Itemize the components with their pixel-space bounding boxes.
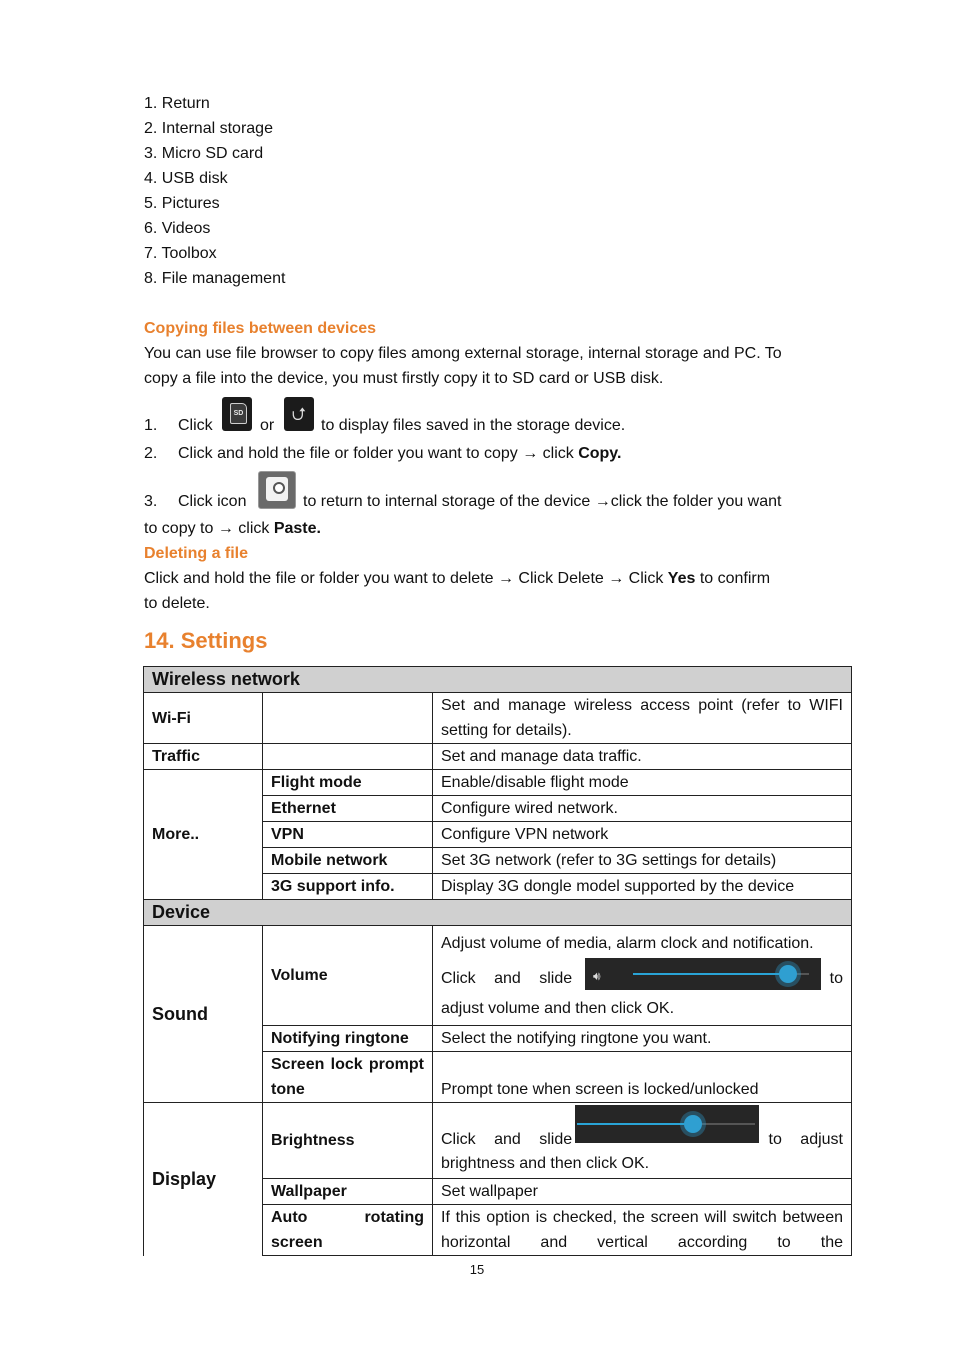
step1-text: to display files saved in the storage device. <box>321 417 626 434</box>
copy-heading: Copying files between devices <box>144 320 377 337</box>
list-item: 5. Pictures <box>144 195 220 212</box>
brightness-slider-row <box>441 1105 843 1151</box>
wifi-label: Wi-Fi <box>144 693 263 744</box>
wireless-network-header: Wireless network <box>144 667 852 693</box>
more-row-name: 3G support info. <box>263 874 433 900</box>
brightness-to-text: to adjust <box>768 1131 843 1148</box>
screenlock-description: Prompt tone when screen is locked/unlocked <box>433 1052 852 1103</box>
copy-intro-line2: copy a file into the device, you must firstly copy it to SD card or USB disk. <box>144 370 664 387</box>
list-item: 6. Videos <box>144 220 211 237</box>
list-item: 1. Return <box>144 95 210 112</box>
settings-title: 14. Settings <box>144 628 268 653</box>
page-number: 15 <box>469 1262 485 1277</box>
ringtone-label: Notifying ringtone <box>263 1026 433 1052</box>
more-row-description: Enable/disable flight mode <box>433 770 852 796</box>
wallpaper-description: Set wallpaper <box>433 1179 852 1205</box>
step3-text: to return to internal storage of the device →click the folder you want <box>303 493 782 510</box>
settings-table <box>143 666 852 1256</box>
brightness-click-text: Click and slide <box>441 1131 573 1148</box>
slider-track-filled <box>577 1123 693 1125</box>
more-row-name: Mobile network <box>263 848 433 874</box>
more-row-description: Configure wired network. <box>433 796 852 822</box>
volume-to-text: to <box>829 969 843 987</box>
step1-click: Click <box>178 417 213 434</box>
sound-label: Sound <box>144 926 263 1103</box>
screenlock-label: Screen lock prompt tone <box>263 1052 433 1103</box>
more-label: More.. <box>144 770 263 900</box>
list-item: 3. Micro SD card <box>144 145 264 162</box>
list-item: 8. File management <box>144 270 286 287</box>
step3-click: Click icon <box>178 493 247 510</box>
step1-or: or <box>260 417 275 434</box>
traffic-label: Traffic <box>144 744 263 770</box>
volume-description <box>433 926 852 1026</box>
more-row-description: Configure VPN network <box>433 822 852 848</box>
slider-knob[interactable] <box>684 1115 702 1133</box>
slider-track-filled <box>633 973 788 975</box>
traffic-description: Set and manage data traffic. <box>433 744 852 770</box>
wifi-empty-cell <box>263 693 433 744</box>
list-item: 7. Toolbox <box>144 245 217 262</box>
autorotate-label: Auto rotating screen <box>263 1205 433 1256</box>
step2-text: Click and hold the file or folder you want to copy → click Copy. <box>178 445 622 462</box>
brightness-description <box>433 1103 852 1179</box>
usb-icon: ⮍ <box>284 397 314 431</box>
more-row-description: Set 3G network (refer to 3G settings for details) <box>433 848 852 874</box>
speaker-icon: 🔊︎ <box>593 968 601 983</box>
delete-line1: Click and hold the file or folder you want to delete → Click Delete → Click Yes to confirm <box>144 570 771 587</box>
wifi-description: Set and manage wireless access point (refer to WIFI setting for details). <box>433 693 852 744</box>
list-item: 2. Internal storage <box>144 120 273 137</box>
list-item: 4. USB disk <box>144 170 228 187</box>
internal-storage-icon <box>258 471 296 509</box>
step3-line2: to copy to → click Paste. <box>144 520 321 537</box>
autorotate-description: If this option is checked, the screen will switch between horizontal and vertical according to the <box>433 1205 852 1256</box>
step2-number: 2. <box>144 445 158 462</box>
slider-track-rest <box>693 1123 755 1125</box>
delete-heading: Deleting a file <box>144 545 249 562</box>
volume-desc-line3: adjust volume and then click OK. <box>441 999 675 1017</box>
ringtone-description: Select the notifying ringtone you want. <box>433 1026 852 1052</box>
more-row-name: Ethernet <box>263 796 433 822</box>
volume-slider-row <box>441 956 843 996</box>
volume-label: Volume <box>263 926 433 1026</box>
wallpaper-label: Wallpaper <box>263 1179 433 1205</box>
more-row-name: VPN <box>263 822 433 848</box>
slider-knob[interactable] <box>779 965 797 983</box>
more-row-name: Flight mode <box>263 770 433 796</box>
volume-slider[interactable] <box>585 958 821 990</box>
sd-card-icon: SD <box>222 397 252 431</box>
traffic-empty-cell <box>263 744 433 770</box>
step1-number: 1. <box>144 417 158 434</box>
display-label: Display <box>144 1103 263 1256</box>
volume-desc-line1: Adjust volume of media, alarm clock and notification. <box>441 934 814 952</box>
device-header: Device <box>144 900 852 926</box>
brightness-slider[interactable] <box>575 1105 759 1143</box>
brightness-label: Brightness <box>263 1103 433 1179</box>
copy-intro-line1: You can use file browser to copy files among external storage, internal storage and PC. To <box>144 345 782 362</box>
volume-click-text: Click and slide <box>441 969 573 987</box>
brightness-desc-line2: brightness and then click OK. <box>441 1155 650 1172</box>
step3-number: 3. <box>144 493 158 510</box>
more-row-description: Display 3G dongle model supported by the device <box>433 874 852 900</box>
delete-line2: to delete. <box>144 595 210 612</box>
